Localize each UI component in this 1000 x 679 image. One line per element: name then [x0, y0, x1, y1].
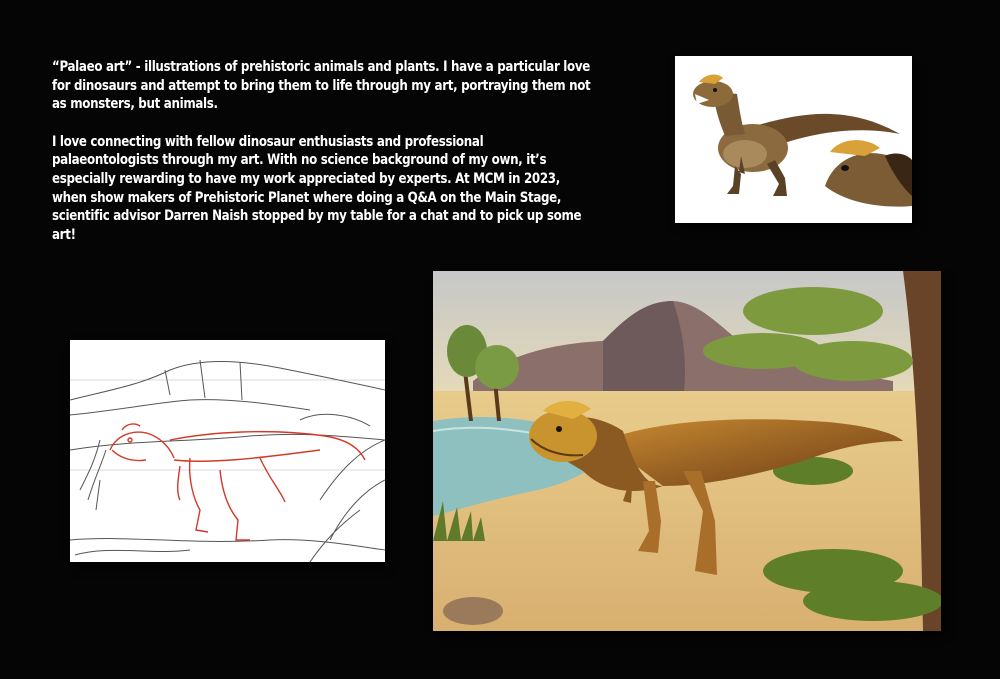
dinosaur-painting-image	[433, 271, 941, 631]
intro-paragraph-2: I love connecting with fellow dinosaur enthusiasts and professional palaeontologists through my art. With no science background of my own, it’s especially rewarding to have my work appreciated by experts. At MCM in 2023, when show makers of Prehistoric Planet where doing a Q&A on the Main Stage, scientific advisor Darren Naish stopped by my table for a chat and to pick up some art!	[52, 133, 582, 243]
intro-text	[52, 58, 591, 263]
dinosaur-study-image	[675, 56, 912, 223]
pencil-sketch-image	[70, 340, 385, 562]
intro-paragraph-1: “Palaeo art” - illustrations of prehistoric animals and plants. I have a particular love for dinosaurs and attempt to bring them to life through my art, portraying them not as monsters, but animals.	[52, 59, 591, 113]
